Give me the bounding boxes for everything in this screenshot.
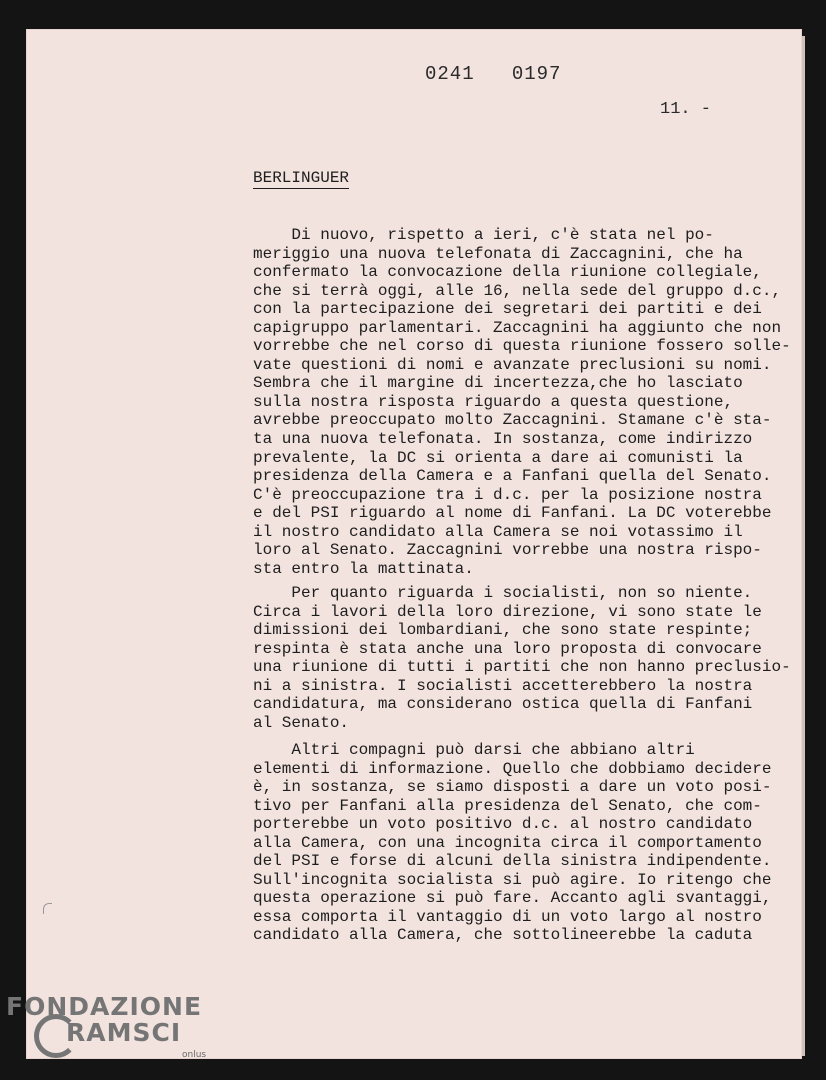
paragraph-1: [253, 226, 798, 578]
text-line: Di nuovo, rispetto a ieri, c'è stata nel po-: [253, 226, 714, 244]
text-line: C'è preoccupazione tra i d.c. per la posizione nostra: [253, 485, 762, 504]
page-edge: [802, 36, 805, 1056]
logo-line1: FONDAZIONE: [6, 992, 203, 1021]
paragraph-2: [253, 584, 798, 732]
text-line: Altri compagni può darsi che abbiano altri: [253, 741, 695, 759]
text-line: e del PSI riguardo al nome di Fanfani. La DC voterebbe: [253, 504, 772, 523]
text-line: Sembra che il margine di incertezza,che ho lasciato: [253, 374, 743, 393]
text-line: respinta è stata anche una loro proposta di convocare: [253, 639, 762, 658]
text-line: con la partecipazione dei segretari dei partiti e dei: [253, 300, 762, 319]
text-line: avrebbe preoccupato molto Zaccagnini. Stamane c'è sta-: [253, 411, 772, 430]
watermark-logo: [6, 992, 207, 1060]
text-line: confermato la convocazione della riunione collegiale,: [253, 263, 762, 282]
page-number: 11. -: [660, 100, 712, 119]
text-line: vorrebbe che nel corso di questa riunione fossero solle-: [253, 337, 791, 356]
text-line: Sull'incognita socialista si può agire. Io ritengo che: [253, 870, 772, 889]
text-line: prevalente, la DC si orienta a dare ai comunisti la: [253, 448, 743, 467]
speaker-heading: BERLINGUER: [253, 169, 350, 187]
text-line: ta una nuova telefonata. In sostanza, come indirizzo: [253, 430, 753, 449]
text-line: candidatura, ma considerano ostica quella di Fanfani: [253, 695, 753, 714]
text-line: alla Camera, con una incognita circa il comportamento: [253, 833, 762, 852]
text-line: una riunione di tutti i partiti che non hanno preclusio-: [253, 658, 791, 677]
text-line: al Senato.: [253, 713, 350, 732]
text-line: capigruppo parlamentari. Zaccagnini ha aggiunto che non: [253, 318, 782, 337]
text-line: presidenza della Camera e a Fanfani quella del Senato.: [253, 467, 772, 486]
text-line: questa operazione si può fare. Accanto agli svantaggi,: [253, 889, 772, 908]
text-line: Circa i lavori della loro direzione, vi sono state le: [253, 602, 762, 621]
text-line: vate questioni di nomi e avanzate preclusioni su nomi.: [253, 355, 772, 374]
text-line: del PSI e forse di alcuni della sinistra indipendente.: [253, 852, 772, 871]
text-line: ni a sinistra. I socialisti accetterebbero la nostra: [253, 676, 753, 695]
text-line: il nostro candidato alla Camera se noi votassimo il: [253, 522, 743, 541]
text-line: candidato alla Camera, che sottolineerebbe la caduta: [253, 926, 753, 945]
text-line: sulla nostra risposta riguardo a questa questione,: [253, 392, 734, 411]
text-line: porterebbe un voto positivo d.c. al nostro candidato: [253, 815, 753, 834]
text-line: meriggio una nuova telefonata di Zaccagnini, che ha: [253, 244, 743, 263]
text-line: loro al Senato. Zaccagnini vorrebbe una nostra rispo-: [253, 541, 762, 560]
logo-line2: RAMSCI: [66, 1018, 182, 1047]
text-line: Per quanto riguarda i socialisti, non so niente.: [253, 584, 753, 602]
text-line: sta entro la mattinata.: [253, 559, 474, 578]
text-line: dimissioni dei lombardiani, che sono state respinte;: [253, 621, 753, 640]
text-line: tivo per Fanfani alla presidenza del Senato, che com-: [253, 796, 762, 815]
paragraph-3: [253, 741, 798, 945]
document-number: 0241 0197: [425, 63, 562, 85]
margin-mark: [43, 903, 52, 914]
text-line: elementi di informazione. Quello che dobbiamo decidere: [253, 759, 772, 778]
logo-suffix: onlus: [182, 1050, 207, 1060]
text-line: essa comporta il vantaggio di un voto largo al nostro: [253, 907, 762, 926]
text-line: che si terrà oggi, alle 16, nella sede del gruppo d.c.,: [253, 281, 782, 300]
text-line: è, in sostanza, se siamo disposti a dare un voto posi-: [253, 778, 772, 797]
